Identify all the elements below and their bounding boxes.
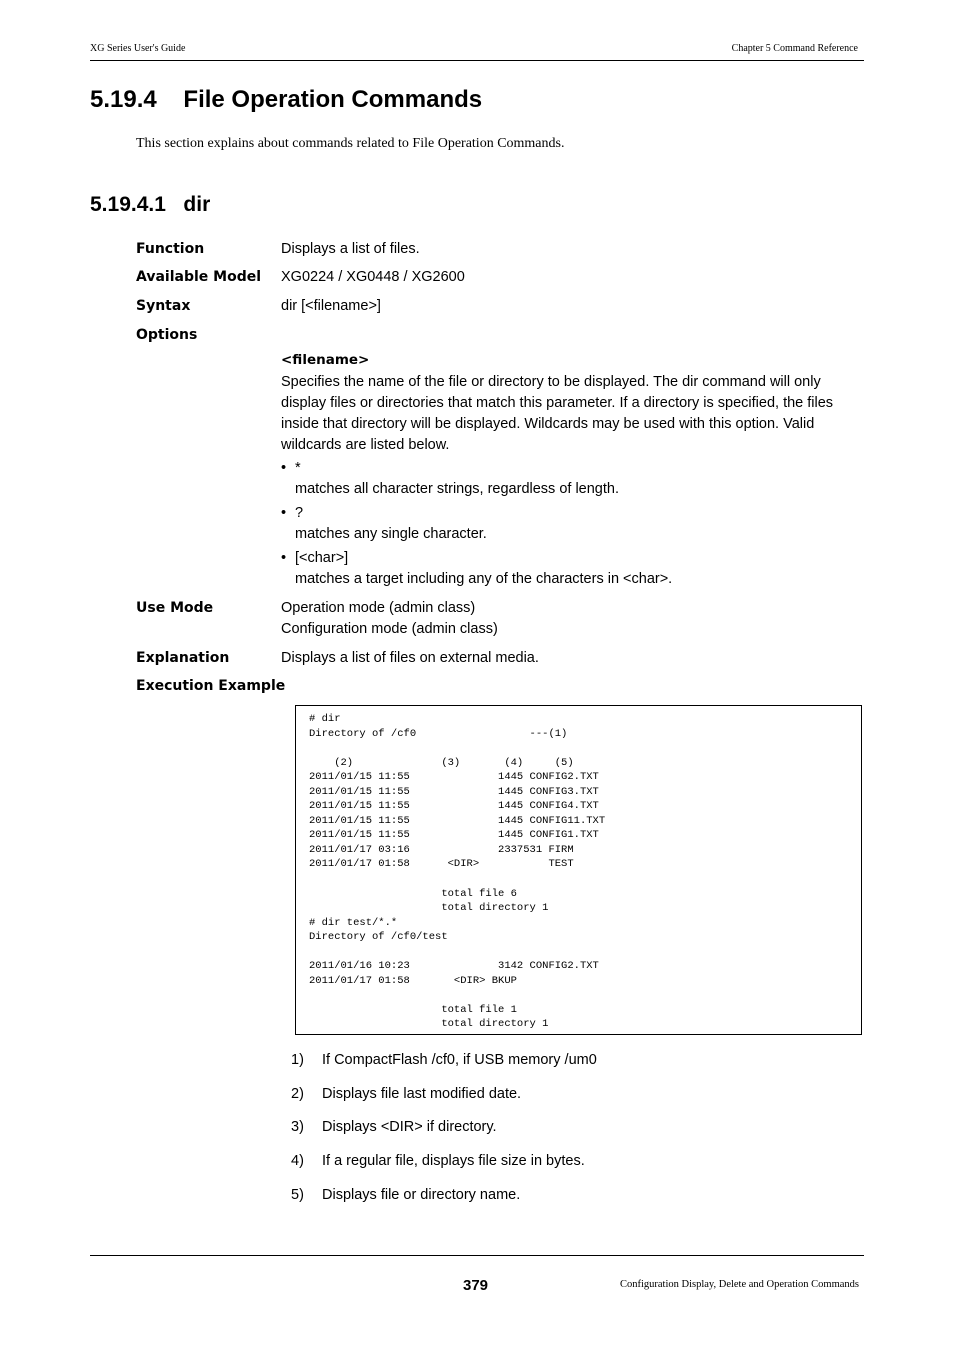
note-number: 4) xyxy=(291,1153,304,1169)
use-mode-value xyxy=(281,598,861,640)
function-value: Displays a list of files. xyxy=(281,241,420,257)
note-text: Displays file last modified date. xyxy=(322,1086,522,1102)
bullet-icon: • xyxy=(281,505,287,521)
page-header xyxy=(90,42,864,61)
note-text: Displays file or directory name. xyxy=(322,1187,521,1203)
header-doc-title: XG Series User's Guide xyxy=(90,43,186,54)
syntax-value: dir [<filename>] xyxy=(281,298,381,314)
section-heading xyxy=(90,86,482,114)
section-intro: This section explains about commands related to File Operation Commands. xyxy=(136,136,565,151)
wildcard-description: matches all character strings, regardless of length. xyxy=(295,481,619,497)
code-example: # dir Directory of /cf0 ---(1) (2) (3) (4) (5) 2011/01/15 11:55 1445 CONFIG2.TXT 2011/01/15 11:55 1445 CONFIG3.TXT 2011/01/15 11:55 1445 CONFIG4.TXT 2011/01/15 11:55 1445 CONFIG11.TXT 2011/01/15 11:55 1445 CONFIG1.TXT 2011/01/17 03:16 2337531 FIRM 2011/01/17 01:58 <DIR> TEST total file 6 total directory 1 # dir test/*.* Directory of /cf0/test 2011/01/16 10:23 3142 CONFIG2.TXT 2011/01/17 01:58 <DIR> BKUP total file 1 total directory 1 xyxy=(309,713,606,1031)
code-example-box xyxy=(295,705,862,1035)
note-number: 5) xyxy=(291,1187,304,1203)
options-label: Options xyxy=(136,327,198,343)
footer-divider xyxy=(90,1255,864,1256)
function-label: Function xyxy=(136,241,205,257)
use-mode-line: Operation mode (admin class) xyxy=(281,600,476,616)
section-number: 5.19.4 xyxy=(90,86,157,113)
wildcard-symbol: * xyxy=(295,460,301,476)
syntax-label: Syntax xyxy=(136,298,191,314)
note-text: If CompactFlash /cf0, if USB memory /um0 xyxy=(322,1052,597,1068)
footer-section-title: Configuration Display, Delete and Operation Commands xyxy=(619,1279,859,1290)
subsection-number: 5.19.4.1 xyxy=(90,193,166,216)
page-number: 379 xyxy=(463,1277,489,1294)
note-number: 1) xyxy=(291,1052,304,1068)
wildcard-description: matches a target including any of the characters in <char>. xyxy=(295,571,673,587)
note-text: Displays <DIR> if directory. xyxy=(322,1119,497,1135)
execution-example-label: Execution Example xyxy=(136,678,286,694)
explanation-label: Explanation xyxy=(136,650,230,666)
subsection-title: dir xyxy=(183,193,211,216)
option-filename-name: <filename> xyxy=(281,352,370,368)
section-title: File Operation Commands xyxy=(183,86,483,113)
use-mode-line: Configuration mode (admin class) xyxy=(281,621,498,637)
explanation-value: Displays a list of files on external media. xyxy=(281,650,539,666)
subsection-heading xyxy=(90,193,210,217)
note-number: 2) xyxy=(291,1086,304,1102)
note-text: If a regular file, displays file size in bytes. xyxy=(322,1153,585,1169)
option-filename-description: Specifies the name of the file or directory to be displayed. The dir command will only display files or directories that match this parameter. If a directory is specified, the files inside that directory will be displayed. Wildcards may be used with this option. Valid wildcards are listed below. xyxy=(281,374,834,453)
wildcard-symbol: [<char>] xyxy=(295,550,349,566)
available-model-value: XG0224 / XG0448 / XG2600 xyxy=(281,269,465,285)
bullet-icon: • xyxy=(281,550,287,566)
wildcard-description: matches any single character. xyxy=(295,526,487,542)
header-chapter: Chapter 5 Command Reference xyxy=(731,43,858,54)
use-mode-label: Use Mode xyxy=(136,600,214,616)
note-number: 3) xyxy=(291,1119,304,1135)
bullet-icon: • xyxy=(281,460,287,476)
wildcard-symbol: ? xyxy=(295,505,304,521)
available-model-label: Available Model xyxy=(136,269,262,285)
